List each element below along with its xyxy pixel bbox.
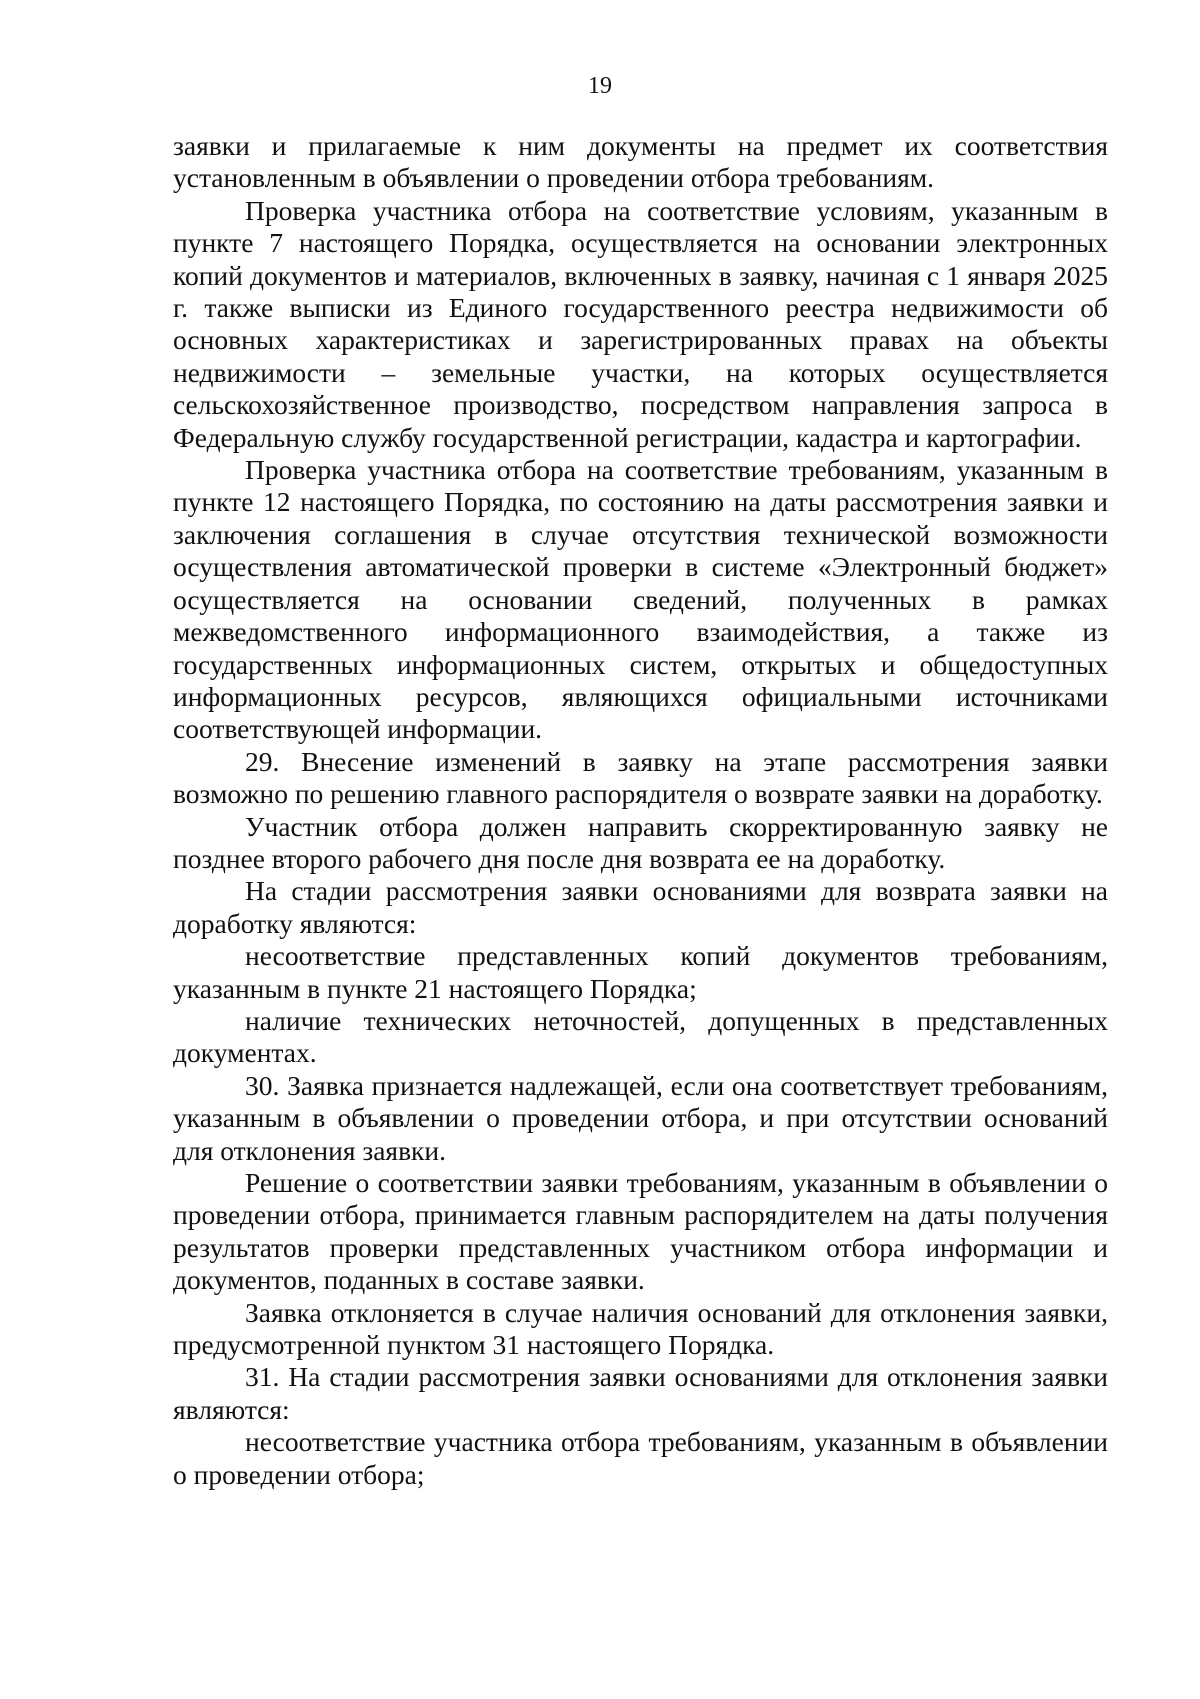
document-body [173, 130, 1108, 1491]
paragraph: 30. Заявка признается надлежащей, если она соответствует требованиям, указанным в объявлении о проведении отбора, и при отсутствии оснований для отклонения заявки. [173, 1069, 1108, 1166]
paragraph: несоответствие представленных копий документов требованиям, указанным в пункте 21 настоящего Порядка; [173, 940, 1108, 1004]
paragraph: Решение о соответствии заявки требованиям, указанным в объявлении о проведении отбора, принимается главным распорядителем на даты получения результатов проверки представленных участником отбора информации и документов, поданных в составе заявки. [173, 1167, 1108, 1296]
paragraph: Заявка отклоняется в случае наличия оснований для отклонения заявки, предусмотренной пунктом 31 настоящего Порядка. [173, 1296, 1108, 1361]
page-number: 19 [588, 73, 612, 99]
paragraph: несоответствие участника отбора требованиям, указанным в объявлении о проведении отбора; [173, 1426, 1108, 1490]
paragraph: Проверка участника отбора на соответствие требованиям, указанным в пункте 12 настоящего Порядка, по состоянию на даты рассмотрения заявки и заключения соглашения в случае отсутствия технической возможности осуществления автоматической проверки в системе «Электронный бюджет» осуществляется на основании сведений, полученных в рамках межведомственного информационного взаимодействия, а также из государственных информационных систем, открытых и общедоступных информационных ресурсов, являющихся официальными источниками соответствующей информации. [173, 454, 1108, 745]
paragraph: На стадии рассмотрения заявки основаниями для возврата заявки на доработку являются: [173, 875, 1108, 939]
paragraph: заявки и прилагаемые к ним документы на предмет их соответствия установленным в объявлении о проведении отбора требованиям. [173, 130, 1108, 194]
paragraph: наличие технических неточностей, допущенных в представленных документах. [173, 1004, 1108, 1069]
paragraph: Проверка участника отбора на соответствие условиям, указанным в пункте 7 настоящего Порядка, осуществляется на основании электронных копий документов и материалов, включенных в заявку, начиная с 1 января 2025 г. также выписки из Единого государственного реестра недвижимости об основных характеристиках и зарегистрированных правах на объекты недвижимости – земельные участки, на которых осуществляется сельскохозяйственное производство, посредством направления запроса в Федеральную службу государственной регистрации, кадастра и картографии. [173, 194, 1108, 453]
paragraph: Участник отбора должен направить скорректированную заявку не позднее второго рабочего дня после дня возврата ее на доработку. [173, 810, 1108, 874]
paragraph: 29. Внесение изменений в заявку на этапе рассмотрения заявки возможно по решению главного распорядителя о возврате заявки на доработку. [173, 745, 1108, 810]
paragraph: 31. На стадии рассмотрения заявки основаниями для отклонения заявки являются: [173, 1361, 1108, 1425]
